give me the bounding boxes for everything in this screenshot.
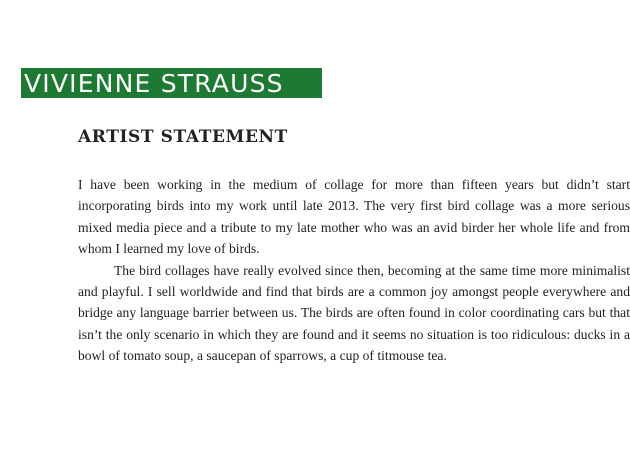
page-title: ARTIST STATEMENT (78, 127, 288, 147)
statement-body (78, 174, 630, 367)
statement-paragraph-2: The bird collages have really evolved since then, becoming at the same time more minimalist and playful. I sell worldwide and find that birds are a common joy amongst people everywhere and bridge any language barrier between us. The birds are often found in color coordinating cars but that isn’t the only scenario in which they are found and it seems no situation is too ridiculous: ducks in a bowl of tomato soup, a saucepan of sparrows, a cup of titmouse tea. (78, 262, 630, 364)
statement-paragraph-1: I have been working in the medium of collage for more than fifteen years but didn’t start incorporating birds into my work until late 2013. The very first bird collage was a more serious mixed media piece and a tribute to my late mother who was an avid birder her whole life and from whom I learned my love of birds. (78, 177, 630, 257)
artist-name-banner: VIVIENNE STRAUSS (21, 68, 322, 98)
